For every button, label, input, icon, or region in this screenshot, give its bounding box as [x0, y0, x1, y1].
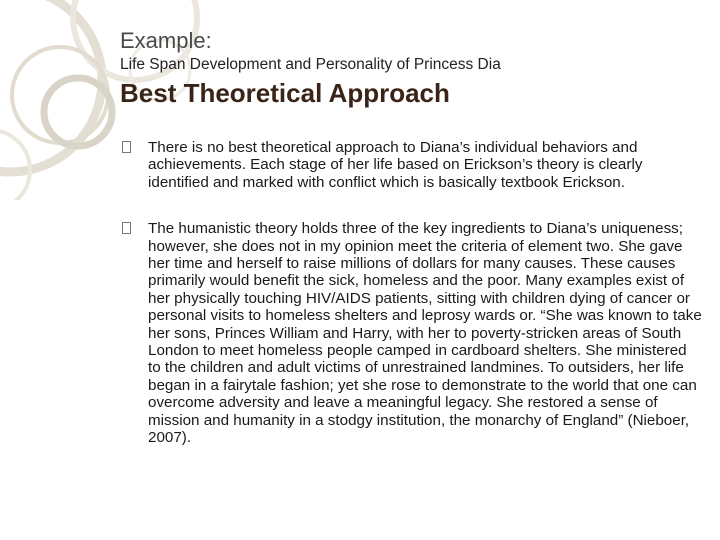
- bullet-item: [122, 139, 702, 191]
- slide-kicker: Example:: [120, 28, 212, 53]
- square-bullet-icon: [122, 141, 131, 153]
- slide-subtitle: Life Span Development and Personality of Princess Dia: [120, 56, 501, 73]
- bullet-list: [122, 139, 702, 447]
- slide-title: Best Theoretical Approach: [120, 78, 450, 108]
- bullet-text: The humanistic theory holds three of the key ingredients to Diana’s uniqueness; however, she does not in my opinion meet the criteria of element two. She gave her time and herself to raise millions of dollars for many causes. These causes primarily would benefit the sick, homeless and the poor. Many examples exist of her physically touching HIV/AIDS patients, sitting with children dying of cancer or personal visits to homeless shelters and leprosy wards or. “She was known to take her sons, Princes William and Harry, with her to poverty-stricken areas of South London to meet homeless people camped in cardboard shelters. She ministered to the children and adult victims of unrestrained landmines. To outsiders, her life began in a fairytale fashion; yet she rose to demonstrate to the world that one can overcome adversity and leave a meaningful legacy. She restored a sense of mission and humanity in a stodgy institution, the monarchy of England” (Nieboer, 2007).: [148, 220, 702, 447]
- square-bullet-icon: [122, 222, 131, 234]
- bullet-text: There is no best theoretical approach to Diana’s individual behaviors and achievements. Each stage of her life based on Erickson’s theory is clearly identified and marked with conflict which is basically textbook Erickson.: [148, 139, 643, 191]
- bullet-item: [122, 220, 702, 446]
